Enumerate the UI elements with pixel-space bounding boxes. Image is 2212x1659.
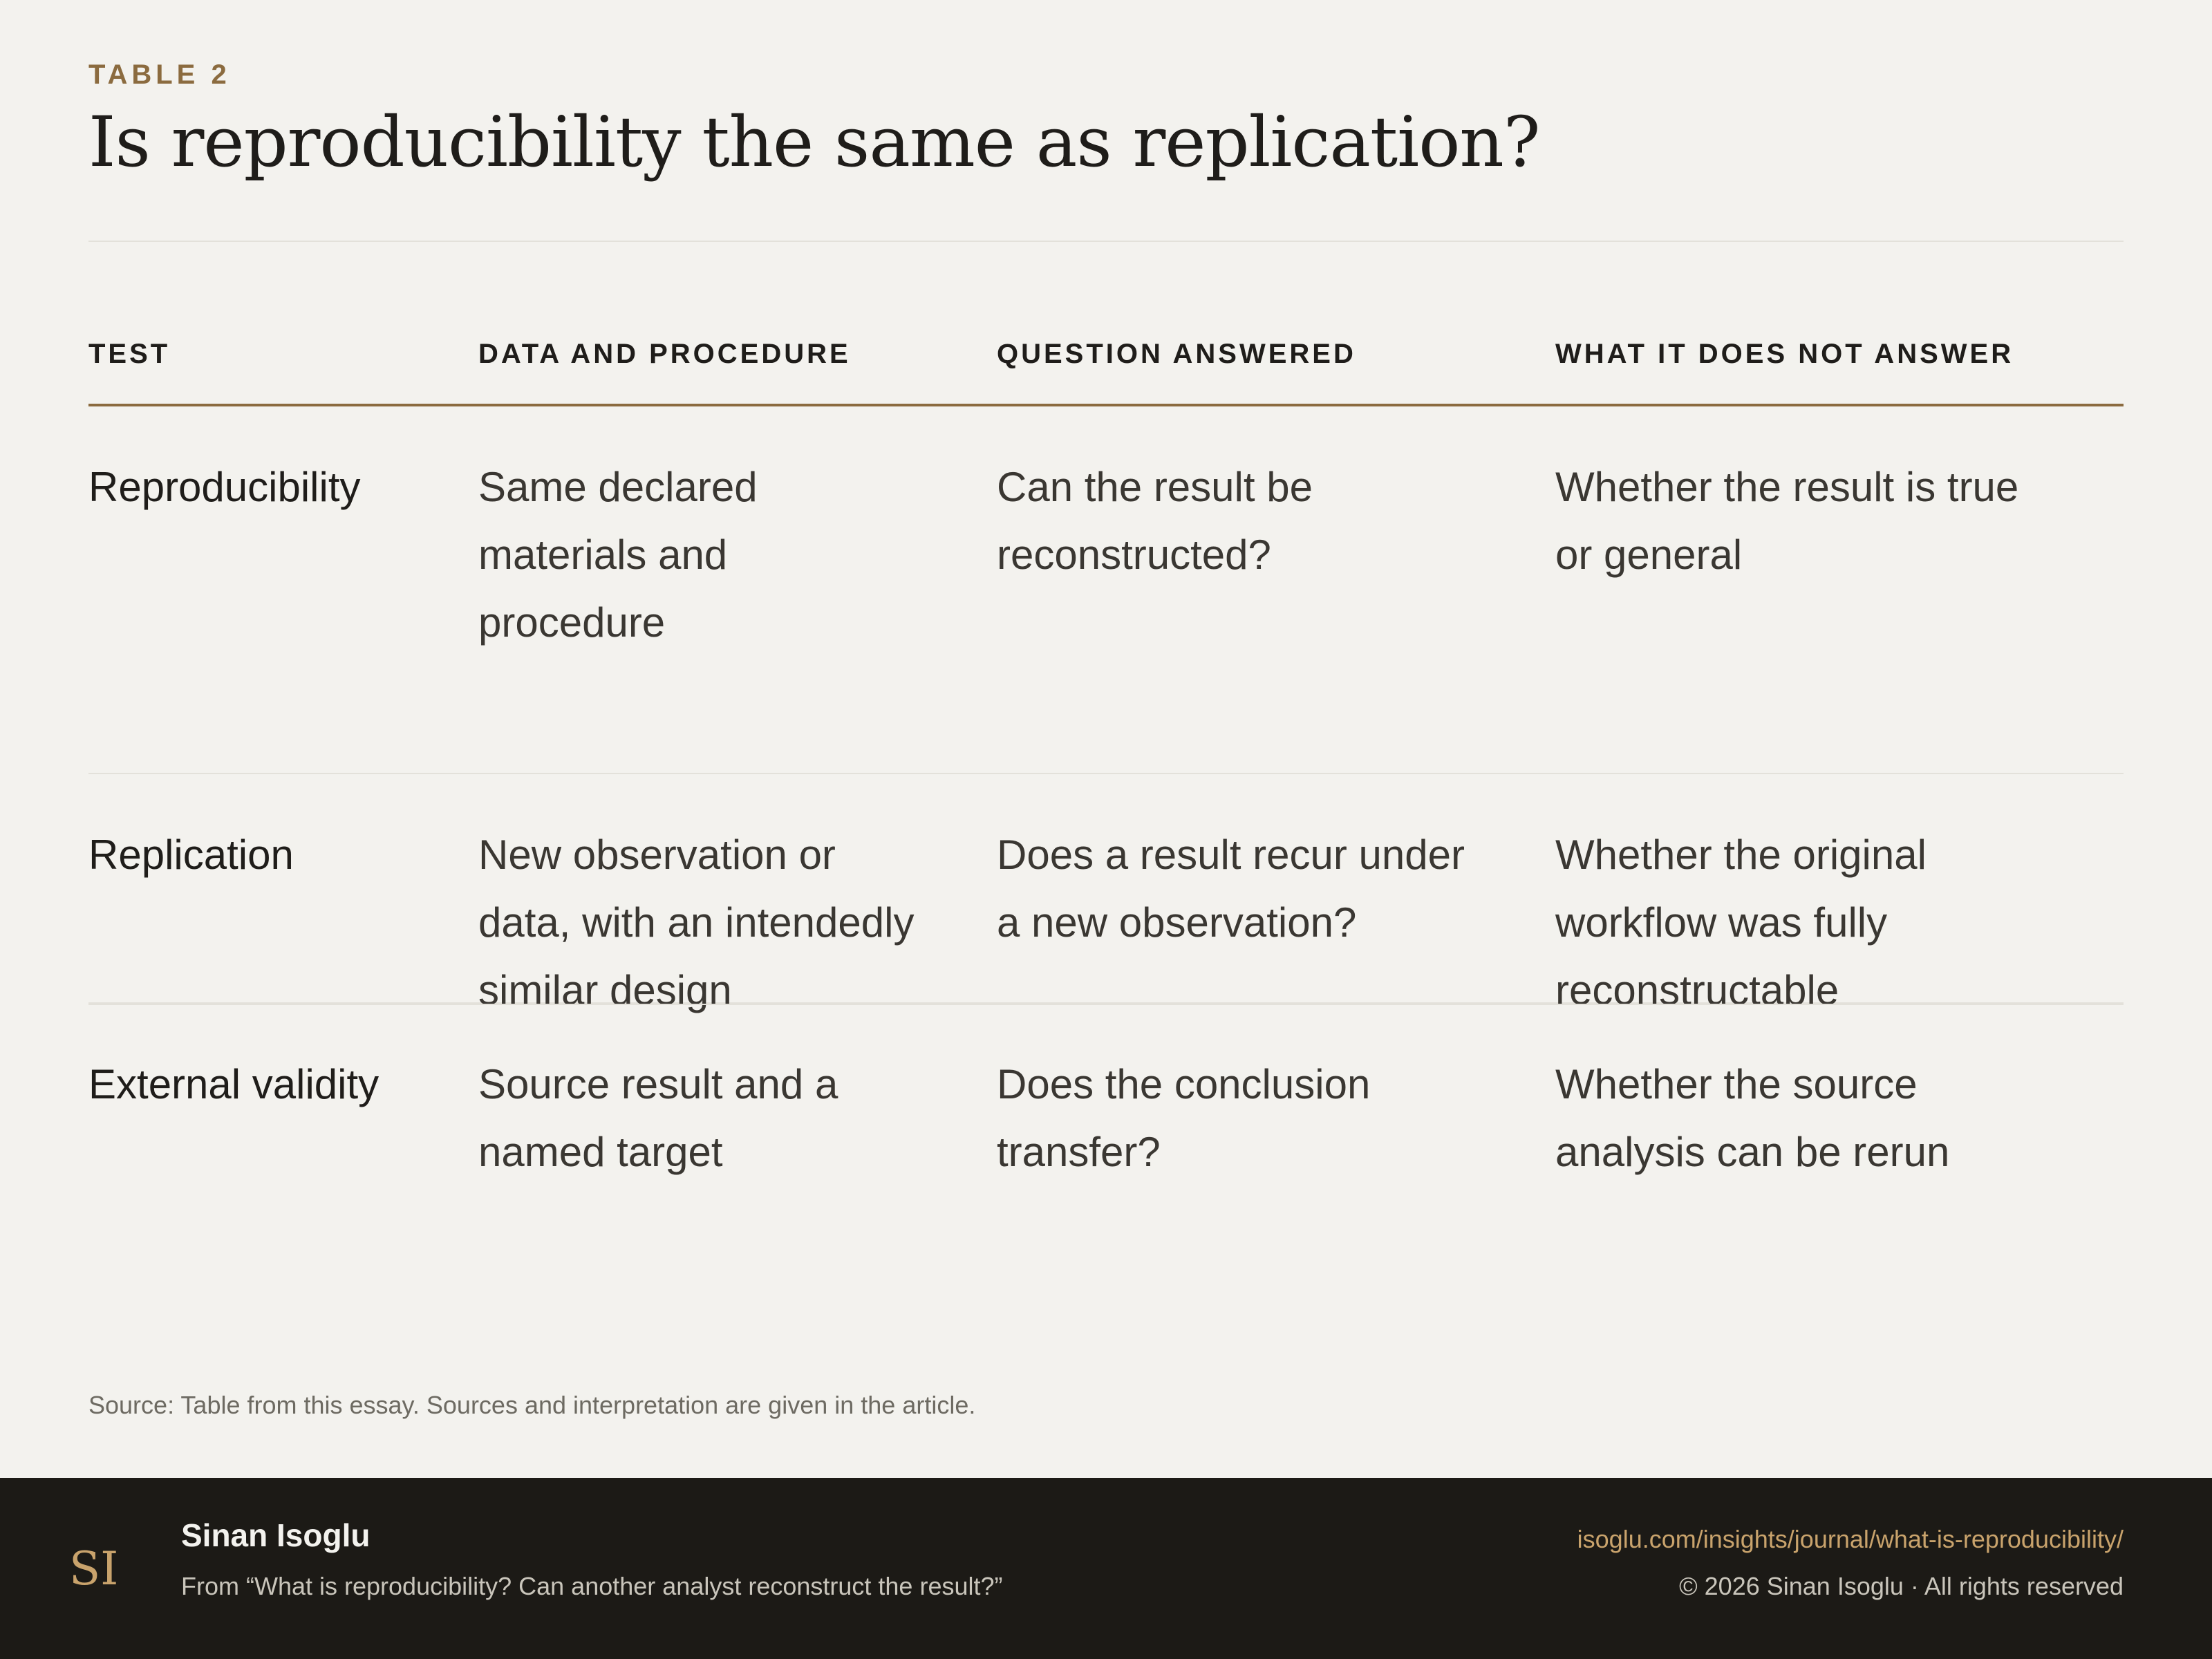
table-row xyxy=(88,406,2124,774)
test-cell: Reproducibility xyxy=(88,464,361,510)
logo-text: SI xyxy=(69,1542,119,1595)
page-title: Is reproducibility the same as replication? xyxy=(88,102,1540,182)
table-row xyxy=(88,774,2124,1013)
monogram-si-logo-icon xyxy=(65,1535,120,1601)
data-procedure-cell: Source result and a named target xyxy=(478,1061,838,1175)
column-header-what-it-does-not-answer: WHAT IT DOES NOT ANSWER xyxy=(1555,339,2014,369)
source-note: Source: Table from this essay. Sources and interpretation are given in the article. xyxy=(88,1391,976,1419)
test-cell: Replication xyxy=(88,832,294,878)
article-link[interactable]: isoglu.com/insights/journal/what-is-reproducibility/ xyxy=(1577,1525,2124,1553)
question-answered-cell: Does the conclusion transfer? xyxy=(997,1061,1371,1175)
author-name: Sinan Isoglu xyxy=(181,1517,371,1553)
test-cell: External validity xyxy=(88,1061,379,1107)
data-procedure-cell: New observation or data, with an intendedly similar design xyxy=(478,832,915,1013)
not-answered-cell: Whether the result is true or general xyxy=(1555,464,2019,578)
question-answered-cell: Does a result recur under a new observation? xyxy=(997,832,1465,946)
column-header-question-answered: QUESTION ANSWERED xyxy=(997,339,1356,369)
not-answered-cell: Whether the source analysis can be rerun xyxy=(1555,1061,1950,1175)
title-divider xyxy=(88,241,2124,242)
data-procedure-cell: Same declared materials and procedure xyxy=(478,464,758,646)
not-answered-cell: Whether the original workflow was fully reconstructable xyxy=(1555,832,1927,1013)
column-header-data-and-procedure: DATA AND PROCEDURE xyxy=(478,339,851,369)
article-source: From “What is reproducibility? Can another analyst reconstruct the result?” xyxy=(181,1572,1003,1600)
comparison-table xyxy=(88,330,2124,1175)
table-header-row xyxy=(88,330,2124,406)
column-header-test: TEST xyxy=(88,339,171,369)
table-row xyxy=(88,1004,2124,1175)
copyright-text: © 2026 Sinan Isoglu · All rights reserved xyxy=(1679,1572,2124,1600)
footer xyxy=(0,1478,2212,1659)
table-label: TABLE 2 xyxy=(88,59,231,90)
question-answered-cell: Can the result be reconstructed? xyxy=(997,464,1313,578)
